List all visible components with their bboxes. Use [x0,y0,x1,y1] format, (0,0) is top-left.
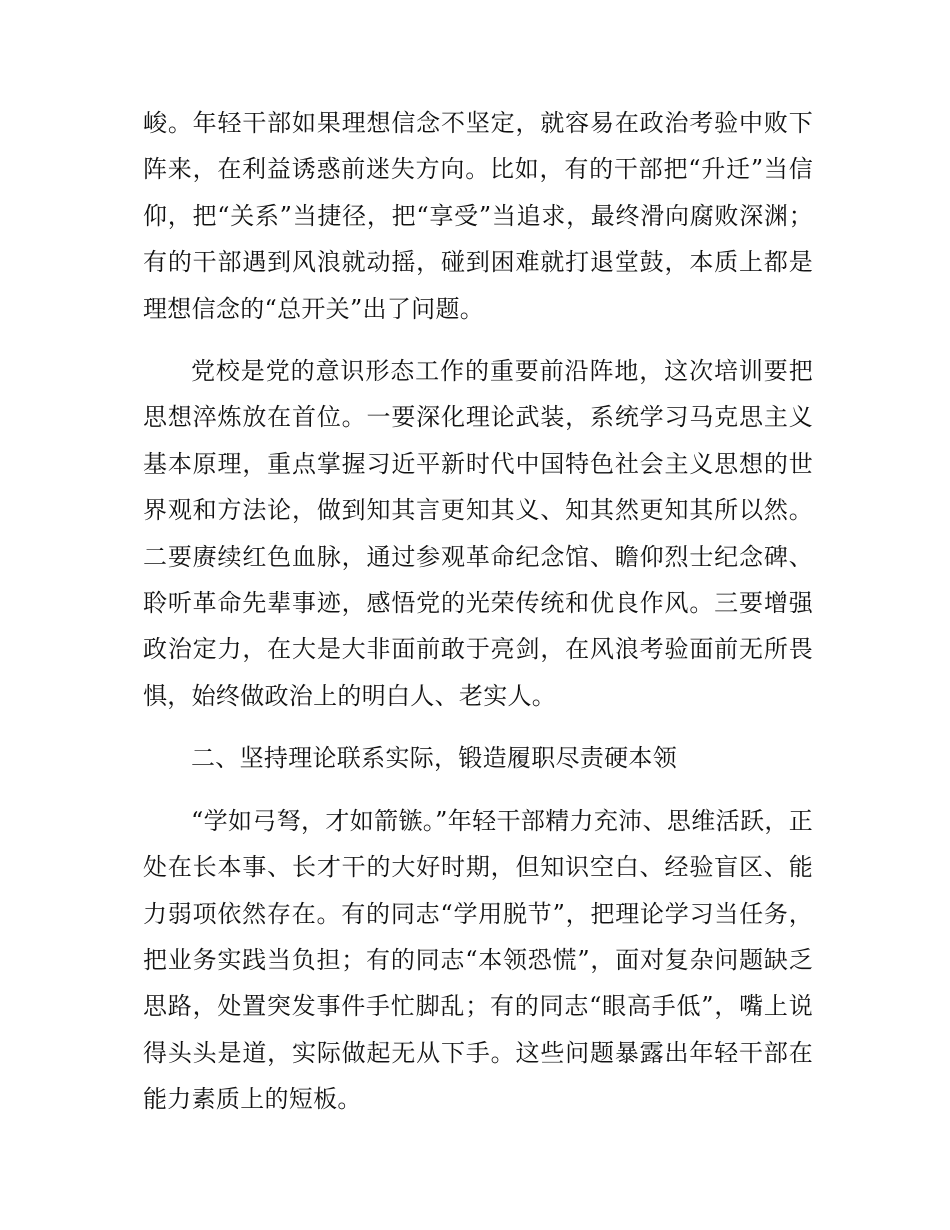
paragraph-party-school: 党校是党的意识形态工作的重要前沿阵地，这次培训要把思想淬炼放在首位。一要深化理论武装，系统学习马克思主义基本原理，重点掌握习近平新时代中国特色社会主义思想的世界观和方法论，做到知其言更知其义、知其然更知其所以然。二要赓续红色血脉，通过参观革命纪念馆、瞻仰烈士纪念碑、聆听革命先辈事迹，感悟党的光荣传统和优良作风。三要增强政治定力，在大是大非面前敢于亮剑，在风浪考验面前无所畏惧，始终做政治上的明白人、老实人。 [143,357,813,710]
section-heading-2: 二、坚持理论联系实际，锻造履职尽责硬本领 [191,744,677,773]
paragraph-continued: 峻。年轻干部如果理想信念不坚定，就容易在政治考验中败下阵来，在利益诱惑前迷失方向。比如，有的干部把“升迁”当信仰，把“关系”当捷径，把“享受”当追求，最终滑向腐败深渊；有的干部遇到风浪就动摇，碰到困难就打退堂鼓，本质上都是理想信念的“总开关”出了问题。 [143,109,813,323]
document-body [143,100,813,1123]
paragraph-ability: “学如弓弩，才如箭镞。”年轻干部精力充沛、思维活跃，正处在长本事、长才干的大好时期，但知识空白、经验盲区、能力弱项依然存在。有的同志“学用脱节”，把理论学习当任务，把业务实践当负担；有的同志“本领恐慌”，面对复杂问题缺乏思路，处置突发事件手忙脚乱；有的同志“眼高手低”，嘴上说得头头是道，实际做起无从下手。这些问题暴露出年轻干部在能力素质上的短板。 [143,806,813,1114]
